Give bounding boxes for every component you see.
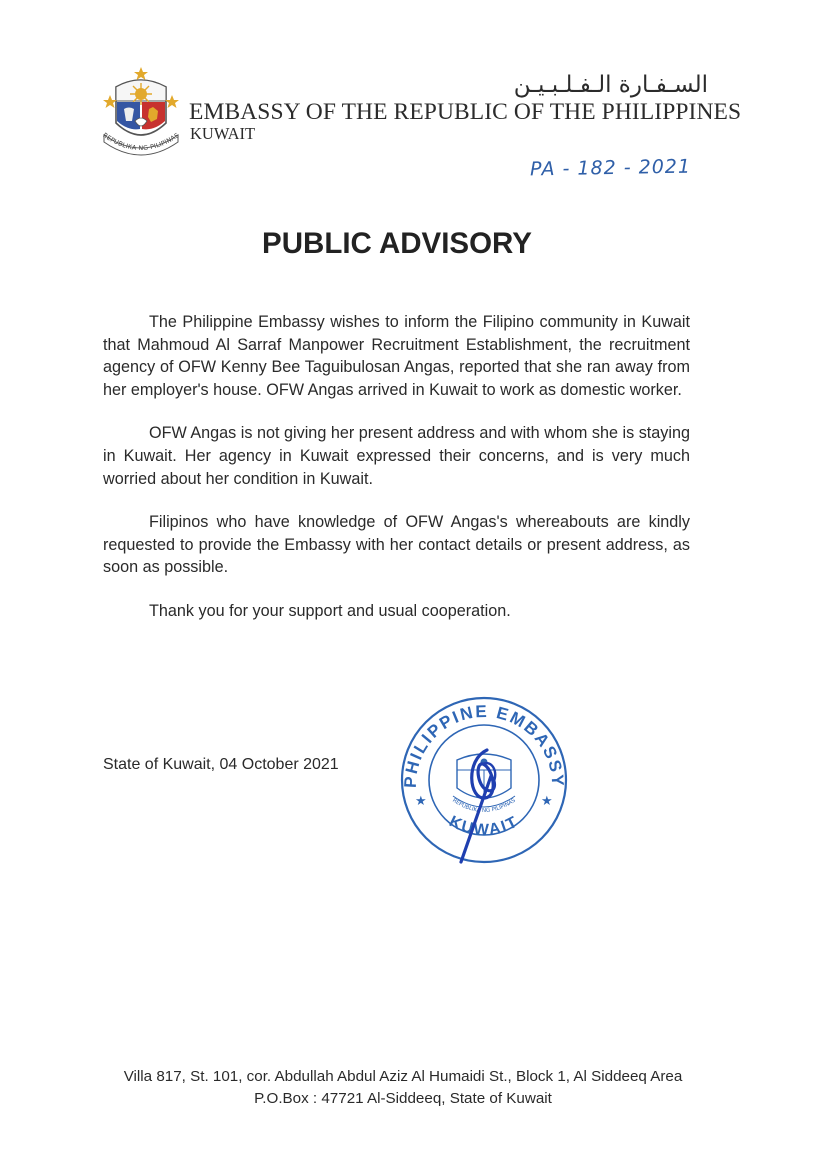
- svg-text:REPUBLIKA NG PILIPINAS: REPUBLIKA NG PILIPINAS: [451, 797, 517, 815]
- footer-line-1: Villa 817, St. 101, cor. Abdullah Abdul Aziz Al Humaidi St., Block 1, Al Siddeeq Area: [123, 1068, 683, 1085]
- svg-text:PHILIPPINE EMBASSY: PHILIPPINE EMBASSY: [400, 701, 568, 789]
- embassy-title: EMBASSY OF THE REPUBLIC OF THE PHILIPPINES: [189, 99, 742, 125]
- paragraph-1: The Philippine Embassy wishes to inform the Filipino community in Kuwait that Mahmoud Al Sarraf Manpower Recruitment Establishment, the recruitment agency of OFW Kenny Bee Taguibulosan Angas, reported that she ran away from her employer's house. OFW Angas arrived in Kuwait to work as domestic worker.: [103, 313, 690, 399]
- embassy-location: KUWAIT: [190, 124, 256, 143]
- paragraph-4: Thank you for your support and usual cooperation.: [149, 601, 511, 620]
- footer-line-2: P.O.Box : 47721 Al-Siddeeq, State of Kuwait: [254, 1089, 552, 1107]
- date-line: State of Kuwait, 04 October 2021: [103, 756, 339, 773]
- svg-text:KUWAIT: KUWAIT: [446, 813, 522, 839]
- svg-text:★: ★: [415, 793, 427, 808]
- svg-text:★: ★: [541, 793, 553, 808]
- footer-address: [0, 1066, 806, 1109]
- advisory-heading: PUBLIC ADVISORY: [262, 227, 532, 260]
- paragraph-2: OFW Angas is not giving her present address and with whom she is staying in Kuwait. Her agency in Kuwait expressed their concerns, and is very much worried about her condition in Kuwait.: [103, 424, 690, 488]
- embassy-stamp: [395, 690, 573, 870]
- advisory-body: [103, 311, 690, 644]
- handwritten-reference-number: PA - 182 - 2021: [529, 155, 692, 181]
- philippine-seal-logo: [98, 65, 184, 161]
- paragraph-3: Filipinos who have knowledge of OFW Angas's whereabouts are kindly requested to provide the Embassy with her contact details or present address, as soon as possible.: [103, 513, 690, 577]
- svg-text:REPUBLIKA NG PILIPINAS: REPUBLIKA NG PILIPINAS: [101, 131, 181, 153]
- embassy-arabic-title: السـفـارة الـفـلـبـيـن: [513, 72, 708, 98]
